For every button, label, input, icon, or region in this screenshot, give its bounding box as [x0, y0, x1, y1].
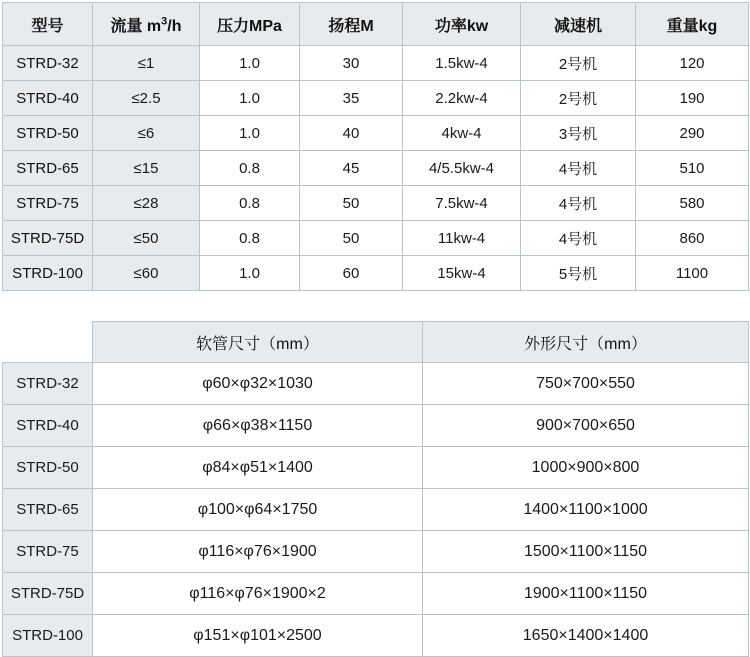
table-row — [3, 256, 749, 291]
column-header-hose-size: 软管尺寸（mm） — [93, 322, 423, 363]
column-header-flow — [93, 3, 200, 46]
cell-power: 11kw-4 — [403, 221, 521, 256]
cell-overall-dimension: 1500×1100×1150 — [423, 531, 749, 573]
cell-pressure: 0.8 — [200, 186, 300, 221]
cell-flow: ≤50 — [93, 221, 200, 256]
table-row — [3, 116, 749, 151]
cell-flow: ≤28 — [93, 186, 200, 221]
cell-gear: 2号机 — [521, 46, 636, 81]
cell-model: STRD-100 — [3, 615, 93, 657]
cell-hose-size: φ116×φ76×1900 — [93, 531, 423, 573]
cell-model: STRD-75 — [3, 186, 93, 221]
cell-hose-size: φ84×φ51×1400 — [93, 447, 423, 489]
column-header-weight: 重量kg — [636, 3, 749, 46]
cell-overall-dimension: 1900×1100×1150 — [423, 573, 749, 615]
cell-head: 60 — [300, 256, 403, 291]
cell-weight: 190 — [636, 81, 749, 116]
cell-model: STRD-75D — [3, 221, 93, 256]
flow-suffix: /h — [167, 17, 182, 35]
table-row — [3, 489, 749, 531]
table-separator — [2, 291, 748, 321]
cell-gear: 4号机 — [521, 221, 636, 256]
flow-exponent: 3 — [161, 15, 168, 28]
cell-flow: ≤2.5 — [93, 81, 200, 116]
cell-weight: 860 — [636, 221, 749, 256]
column-header-gear: 减速机 — [521, 3, 636, 46]
table-row — [3, 531, 749, 573]
cell-head: 45 — [300, 151, 403, 186]
cell-overall-dimension: 1650×1400×1400 — [423, 615, 749, 657]
table-row — [3, 363, 749, 405]
column-header-pressure: 压力MPa — [200, 3, 300, 46]
cell-weight: 1100 — [636, 256, 749, 291]
cell-pressure: 1.0 — [200, 46, 300, 81]
cell-gear: 4号机 — [521, 186, 636, 221]
cell-power: 1.5kw-4 — [403, 46, 521, 81]
column-header-empty — [3, 322, 93, 363]
cell-weight: 290 — [636, 116, 749, 151]
cell-power: 15kw-4 — [403, 256, 521, 291]
cell-head: 35 — [300, 81, 403, 116]
cell-model: STRD-40 — [3, 405, 93, 447]
cell-model: STRD-75D — [3, 573, 93, 615]
table-row — [3, 186, 749, 221]
cell-hose-size: φ116×φ76×1900×2 — [93, 573, 423, 615]
flow-label: 流量 m — [110, 17, 162, 35]
cell-overall-dimension: 750×700×550 — [423, 363, 749, 405]
table-row — [3, 46, 749, 81]
column-header-power: 功率kw — [403, 3, 521, 46]
cell-overall-dimension: 900×700×650 — [423, 405, 749, 447]
cell-gear: 4号机 — [521, 151, 636, 186]
cell-head: 50 — [300, 221, 403, 256]
table-row — [3, 81, 749, 116]
cell-overall-dimension: 1000×900×800 — [423, 447, 749, 489]
column-header-overall-dimension: 外形尺寸（mm） — [423, 322, 749, 363]
cell-model: STRD-40 — [3, 81, 93, 116]
table-header-row — [3, 3, 749, 46]
cell-model: STRD-75 — [3, 531, 93, 573]
cell-model: STRD-65 — [3, 151, 93, 186]
cell-weight: 120 — [636, 46, 749, 81]
cell-power: 7.5kw-4 — [403, 186, 521, 221]
cell-hose-size: φ60×φ32×1030 — [93, 363, 423, 405]
cell-gear: 2号机 — [521, 81, 636, 116]
table-header-row — [3, 322, 749, 363]
cell-power: 4/5.5kw-4 — [403, 151, 521, 186]
cell-head: 30 — [300, 46, 403, 81]
column-header-head: 扬程M — [300, 3, 403, 46]
table-row — [3, 573, 749, 615]
cell-flow: ≤6 — [93, 116, 200, 151]
cell-flow: ≤15 — [93, 151, 200, 186]
cell-gear: 3号机 — [521, 116, 636, 151]
cell-hose-size: φ66×φ38×1150 — [93, 405, 423, 447]
specifications-table — [2, 2, 749, 291]
cell-model: STRD-65 — [3, 489, 93, 531]
table-row — [3, 151, 749, 186]
cell-flow: ≤60 — [93, 256, 200, 291]
cell-head: 40 — [300, 116, 403, 151]
cell-overall-dimension: 1400×1100×1000 — [423, 489, 749, 531]
table-row — [3, 447, 749, 489]
cell-power: 2.2kw-4 — [403, 81, 521, 116]
cell-pressure: 0.8 — [200, 151, 300, 186]
cell-weight: 580 — [636, 186, 749, 221]
cell-model: STRD-32 — [3, 46, 93, 81]
cell-pressure: 1.0 — [200, 116, 300, 151]
table-row — [3, 221, 749, 256]
cell-hose-size: φ100×φ64×1750 — [93, 489, 423, 531]
cell-model: STRD-50 — [3, 447, 93, 489]
table-row — [3, 405, 749, 447]
cell-weight: 510 — [636, 151, 749, 186]
cell-pressure: 1.0 — [200, 256, 300, 291]
cell-hose-size: φ151×φ101×2500 — [93, 615, 423, 657]
cell-power: 4kw-4 — [403, 116, 521, 151]
cell-pressure: 1.0 — [200, 81, 300, 116]
cell-gear: 5号机 — [521, 256, 636, 291]
cell-flow: ≤1 — [93, 46, 200, 81]
cell-pressure: 0.8 — [200, 221, 300, 256]
cell-model: STRD-32 — [3, 363, 93, 405]
table-row — [3, 615, 749, 657]
cell-head: 50 — [300, 186, 403, 221]
cell-model: STRD-100 — [3, 256, 93, 291]
cell-model: STRD-50 — [3, 116, 93, 151]
column-header-model: 型号 — [3, 3, 93, 46]
dimensions-table — [2, 321, 749, 657]
